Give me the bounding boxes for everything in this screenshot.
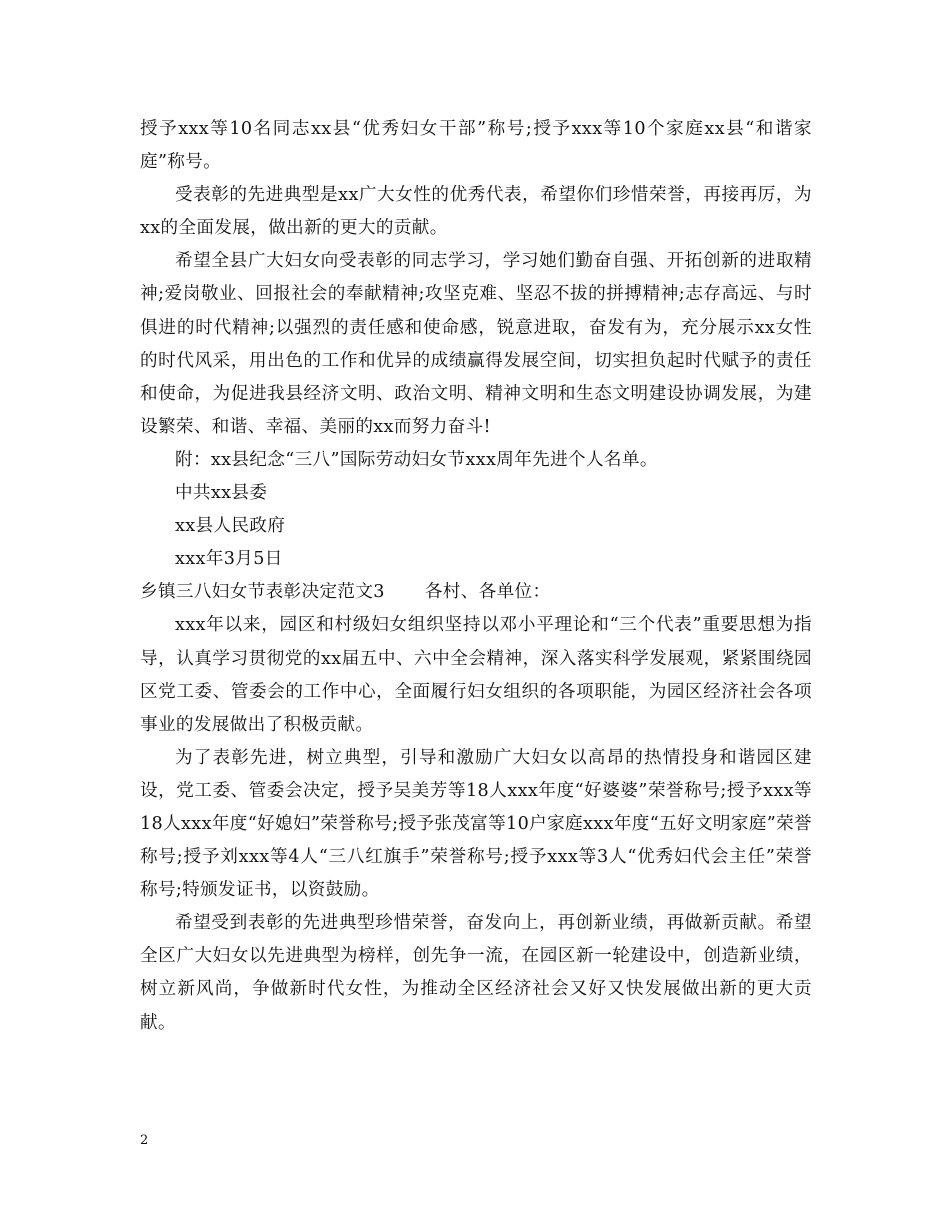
signature-party-committee: 中共xx县委	[175, 483, 268, 504]
paragraph-commendations: 为了表彰先进，树立典型，引导和激励广大妇女以高昂的热情投身和谐园区建设，党工委、管委会决定，授予吴美芳等18人xxx年度“好婆婆”荣誉称号;授予xxx等18人xxx年度“好媳妇”荣誉称号;授予张茂富等10户家庭xxx年度“五好文明家庭”荣誉称号;授予刘xxx等4人“三八红旗手”荣誉称号;授予xxx等3人“优秀妇代会主任”荣誉称号;特颁发证书，以资鼓励。	[140, 747, 812, 901]
paragraph-call-to-learn: 希望全县广大妇女向受表彰的同志学习，学习她们勤奋自强、开拓创新的进取精神;爱岗敬业、回报社会的奉献精神;攻坚克难、坚忍不拔的拼搏精神;志存高远、与时俱进的时代精神;以强烈的责任感和使命感，锐意进取，奋发有为，充分展示xx女性的时代风采，用出色的工作和优异的成绩赢得发展空间，切实担负起时代赋予的责任和使命，为促进我县经济文明、政治文明、精神文明和生态文明建设协调发展，为建设繁荣、和谐、幸福、美丽的xx而努力奋斗!	[140, 251, 812, 437]
paragraph-attachment: 附：xx县纪念“三八”国际劳动妇女节xxx周年先进个人名单。	[175, 449, 658, 470]
paragraph-representatives: 受表彰的先进典型是xx广大女性的优秀代表，希望你们珍惜荣誉，再接再厉，为xx的全面发展，做出新的更大的贡献。	[140, 185, 812, 239]
signature-date: xxx年3月5日	[175, 549, 283, 570]
paragraph-closing-hope: 希望受到表彰的先进典型珍惜荣誉，奋发向上，再创新业绩，再做新贡献。希望全区广大妇女以先进典型为榜样，创先争一流，在园区新一轮建设中，创造新业绩，树立新风尚，争做新时代女性，为推动全区经济社会又好又快发展做出新的更大贡献。	[140, 913, 812, 1033]
signature-government: xx县人民政府	[175, 516, 286, 537]
section-title: 乡镇三八妇女节表彰决定范文3	[140, 582, 385, 603]
section-salutation: 各村、各单位：	[424, 582, 551, 603]
paragraph-achievements: xxx年以来，园区和村级妇女组织坚持以邓小平理论和“三个代表”重要思想为指导，认真学习贯彻党的xx届五中、六中全会精神，深入落实科学发展观，紧紧围绕园区党工委、管委会的工作中心，全面履行妇女组织的各项职能，为园区经济社会各项事业的发展做出了积极贡献。	[140, 615, 812, 735]
section-heading	[140, 576, 812, 609]
paragraph-honors-continued: 授予xxx等10名同志xx县“优秀妇女干部”称号;授予xxx等10个家庭xx县“和谐家庭”称号。	[140, 119, 812, 173]
document-body	[140, 113, 812, 1040]
page-number: 2	[140, 1133, 149, 1148]
